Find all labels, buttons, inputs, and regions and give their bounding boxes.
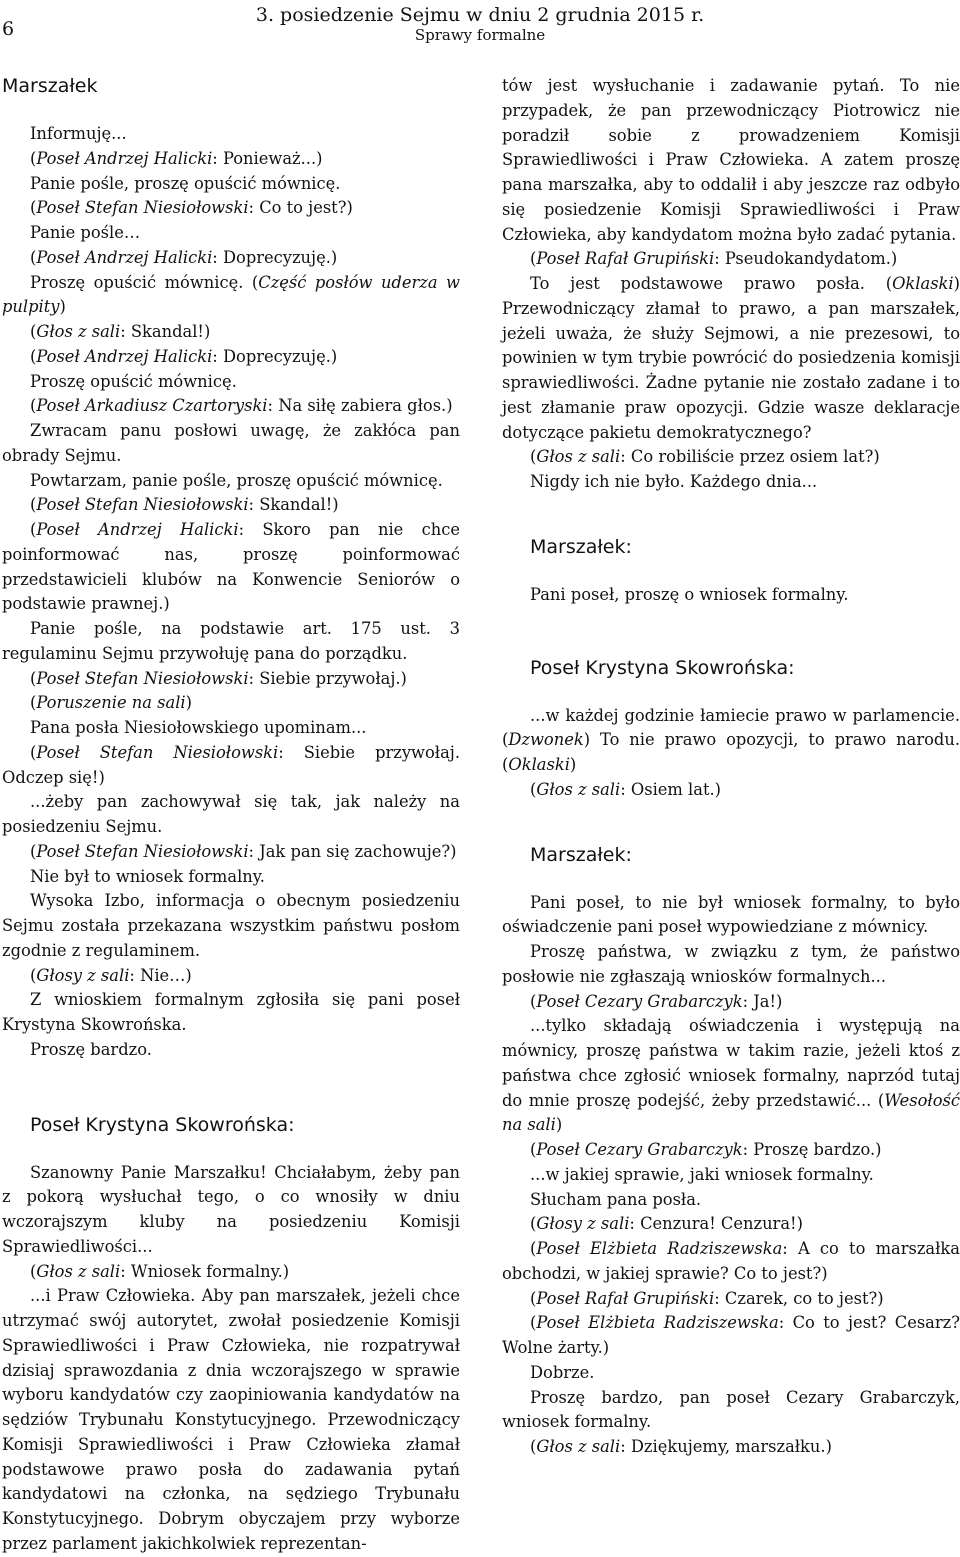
paragraph: Proszę opuścić mównicę. (Część posłów uderza w pulpity) (2, 272, 460, 317)
left-column (2, 74, 460, 1557)
interjection: (Poseł Andrzej Halicki: Doprecyzuję.) (30, 346, 338, 366)
interjection: (Głosy z sali: Cenzura! Cenzura!) (530, 1214, 803, 1234)
interjection: (Poruszenie na sali) (30, 693, 193, 713)
interjection: (Poseł Andrzej Halicki: Skoro pan nie chce poinformować nas, proszę poinformować przedstawicieli klubów na Konwencie Seniorów o podstawie prawnej.) (2, 520, 460, 614)
interjection: (Poseł Stefan Niesiołowski: Co to jest?) (30, 198, 353, 218)
interjection: (Głosy z sali: Nie…) (30, 965, 192, 985)
interjection: (Poseł Stefan Niesiołowski: Skandal!) (30, 495, 339, 515)
paragraph: ...w jakiej sprawie, jaki wniosek formalny. (530, 1164, 874, 1184)
paragraph: Informuję... (30, 124, 127, 143)
paragraph: Panie pośle… (30, 223, 141, 242)
paragraph: Szanowny Panie Marszałku! Chciałabym, żeby pan z pokorą wysłuchał tego, o co wnosiły w dniu wczorajszym kluby na posiedzeniu Komisji Sprawiedliwości... (2, 1162, 460, 1256)
paragraph: Wysoka Izbo, informacja o obecnym posiedzeniu Sejmu została przekazana wszystkim państwu posłom zgodnie z regulaminem. (2, 891, 460, 960)
interjection: (Poseł Andrzej Halicki: Ponieważ...) (30, 148, 323, 168)
interjection: (Poseł Rafał Grupiński: Czarek, co to jest?) (530, 1288, 884, 1308)
interjection: (Poseł Stefan Niesiołowski: Jak pan się zachowuje?) (30, 841, 457, 861)
speaker-heading: Marszałek (2, 75, 98, 97)
speaker-heading: Marszałek: (530, 535, 632, 558)
paragraph: To jest podstawowe prawo posła. (Oklaski) Przewodniczący złamał to prawo, a pan marszałek, jeżeli uważa, że służy Sejmowi, a nie prezesowi, to powinien w tym trybie powrócić do posiedzenia komisji sprawiedliwości. Żadne pytanie nie zostało zadane i to jest złamanie praw opozycji. Gdzie wasze deklaracje dotyczące pakietu demokratycznego? (502, 274, 960, 442)
interjection: (Poseł Rafał Grupiński: Pseudokandydatom.) (530, 249, 898, 269)
interjection: (Głos z sali: Osiem lat.) (530, 779, 722, 799)
paragraph: ...tylko składają oświadczenia i występują na mównicy, proszę państwa w takim razie, jeżeli ktoś z państwa chce zgłosić wniosek formalny, naprzód tutaj do mnie proszę podejść, żeby przedstawić... (Wesołość na sali) (502, 1016, 960, 1135)
paragraph: Proszę opuścić mównicę. (30, 371, 237, 391)
page-header (0, 0, 960, 52)
interjection: (Poseł Cezary Grabarczyk: Ja!) (530, 991, 783, 1011)
paragraph: Zwracam panu posłowi uwagę, że zakłóca pan obrady Sejmu. (2, 421, 460, 465)
paragraph: Proszę państwa, w związku z tym, że państwo posłowie nie zgłaszają wniosków formalnych... (502, 942, 960, 986)
paragraph: ...i Praw Człowieka. Aby pan marszałek, jeżeli chce utrzymać swój autorytet, zwołał posiedzenie Komisji Sprawiedliwości i Praw Człowieka, nie rozpatrywał dzisiaj sprawozdania z dnia wczorajszego w sprawie wyboru kandydatów czy zaopiniowania kandydatów na sędziów Trybunału Konstytucyjnego. Przewodniczący Komisji Sprawiedliwości i Praw Człowieka złamał podstawowe prawo posła do zadawania pytań kandydatowi na członka, na sędziego Trybunału Konstytucyjnego. Dobrym obyczajem przy wyborze przez parlament jakichkolwiek reprezentan- (2, 1286, 460, 1553)
header-title: 3. posiedzenie Sejmu w dniu 2 grudnia 2015 r. (255, 4, 705, 26)
page-number: 6 (2, 18, 15, 40)
paragraph: Nigdy ich nie było. Każdego dnia... (530, 472, 818, 491)
paragraph: ...w każdej godzinie łamiecie prawo w parlamencie. (Dzwonek) To nie prawo opozycji, to prawo narodu. (Oklaski) (502, 705, 960, 774)
paragraph: Nie był to wniosek formalny. (30, 866, 265, 886)
interjection: (Głos z sali: Skandal!) (30, 322, 211, 341)
paragraph: Dobrze. (530, 1362, 595, 1382)
header-section: Sprawy formalne (414, 26, 546, 44)
interjection: (Poseł Cezary Grabarczyk: Proszę bardzo.) (530, 1140, 882, 1159)
interjection: (Poseł Andrzej Halicki: Doprecyzuję.) (30, 247, 338, 267)
interjection: (Poseł Elżbieta Radziszewska: A co to marszałka obchodzi, w jakiej sprawie? Co to jest?) (502, 1239, 960, 1283)
interjection: (Głos z sali: Dziękujemy, marszałku.) (530, 1437, 832, 1456)
paragraph: Powtarzam, panie pośle, proszę opuścić mównicę. (30, 470, 443, 490)
speaker-heading: Poseł Krystyna Skowrońska: (30, 1113, 295, 1136)
paragraph: tów jest wysłuchanie i zadawanie pytań. To nie przypadek, że pan przewodniczący Piotrowicz nie poradził sobie z prowadzeniem Komisji Sprawiedliwości i Praw Człowieka. A zatem proszę pana marszałka, aby to oddalił i aby jeszcze raz odbyło się posiedzenie Komisji Sprawiedliwości i Praw Człowieka, aby kandydatom można było zadać pytania. (502, 76, 960, 244)
paragraph: Proszę bardzo. (30, 1039, 152, 1059)
speaker-heading: Poseł Krystyna Skowrońska: (530, 656, 795, 679)
interjection: (Głos z sali: Wniosek formalny.) (30, 1261, 290, 1281)
interjection: (Poseł Stefan Niesiołowski: Siebie przywołaj. Odczep się!) (2, 742, 460, 787)
paragraph: Słucham pana posła. (530, 1189, 702, 1209)
paragraph: ...żeby pan zachowywał się tak, jak należy na posiedzeniu Sejmu. (2, 792, 460, 836)
interjection: (Poseł Elżbieta Radziszewska: Co to jest? Cesarz? Wolne żarty.) (502, 1313, 960, 1357)
paragraph: Pani poseł, proszę o wniosek formalny. (530, 584, 849, 604)
right-column (502, 74, 960, 1460)
paragraph: Pana posła Niesiołowskiego upominam... (30, 718, 367, 737)
interjection: (Głos z sali: Co robiliście przez osiem lat?) (530, 447, 880, 467)
paragraph: Proszę bardzo, pan poseł Cezary Grabarczyk, wniosek formalny. (502, 1387, 960, 1432)
paragraph: Panie pośle, proszę opuścić mównicę. (30, 173, 341, 193)
paragraph: Pani poseł, to nie był wniosek formalny, to było oświadczenie pani poseł wypowiedziane z mównicy. (502, 892, 960, 937)
paragraph: Z wnioskiem formalnym zgłosiła się pani poseł Krystyna Skowrońska. (2, 990, 460, 1034)
interjection: (Poseł Arkadiusz Czartoryski: Na siłę zabiera głos.) (30, 396, 453, 416)
speaker-heading: Marszałek: (530, 843, 632, 866)
paragraph: Panie pośle, na podstawie art. 175 ust. 3 regulaminu Sejmu przywołuję pana do porządku. (2, 619, 460, 663)
interjection: (Poseł Stefan Niesiołowski: Siebie przywołaj.) (30, 668, 407, 688)
